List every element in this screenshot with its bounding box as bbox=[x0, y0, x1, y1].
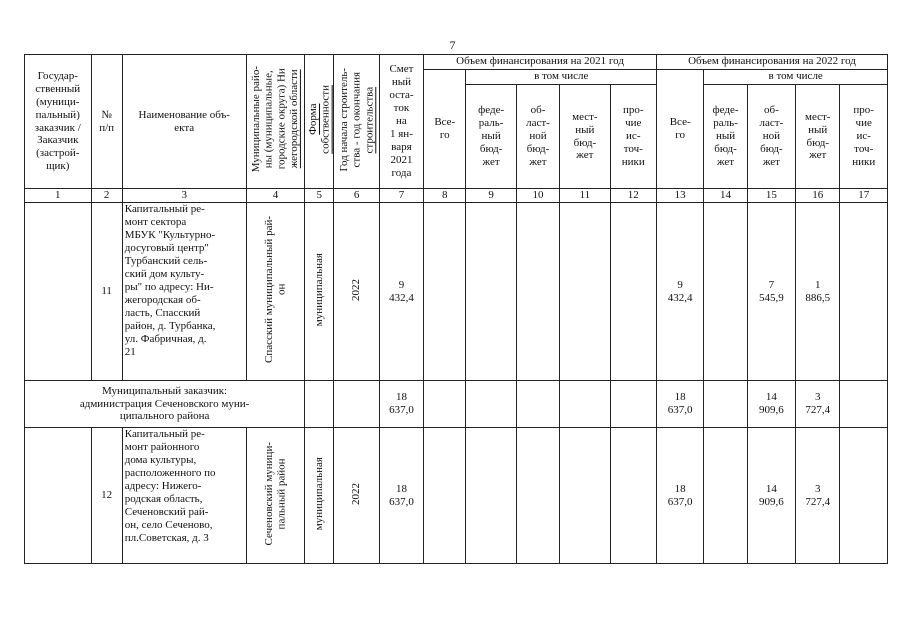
cell-other-2022 bbox=[840, 428, 888, 564]
cell-other-2021 bbox=[610, 203, 656, 381]
header-district: Муниципальные райо- ны (муниципальные, городские округа) Ни жегородской области bbox=[246, 55, 304, 189]
cell-total-2022: 9 432,4 bbox=[656, 203, 703, 381]
col-number: 5 bbox=[305, 189, 334, 203]
header-federal-2021: феде- раль- ный бюд- жет bbox=[466, 85, 516, 189]
cell-total-2022: 18 637,0 bbox=[656, 381, 703, 428]
cell-regional-2021 bbox=[516, 203, 559, 381]
cell-federal-2021 bbox=[466, 428, 516, 564]
col-number: 11 bbox=[560, 189, 610, 203]
col-number: 14 bbox=[704, 189, 747, 203]
cell-ownership: муниципальная bbox=[305, 428, 334, 564]
table-row bbox=[25, 203, 888, 381]
col-number: 9 bbox=[466, 189, 516, 203]
cell-total-2021 bbox=[424, 428, 466, 564]
cell-total-2021 bbox=[424, 381, 466, 428]
cell-federal-2022 bbox=[704, 203, 747, 381]
cell-federal-2022 bbox=[704, 428, 747, 564]
page-number: 7 bbox=[449, 38, 456, 52]
cell-regional-2021 bbox=[516, 381, 559, 428]
col-number: 6 bbox=[334, 189, 379, 203]
cell-estimate: 18 637,0 bbox=[379, 381, 423, 428]
cell-regional-2021 bbox=[516, 428, 559, 564]
cell-year: 2022 bbox=[334, 428, 379, 564]
col-number: 7 bbox=[379, 189, 423, 203]
cell-local-2022: 1 886,5 bbox=[796, 203, 840, 381]
header-regional-2022: об- ласт- ной бюд- жет bbox=[747, 85, 795, 189]
header-incl-2022: в том числе bbox=[704, 70, 888, 85]
col-number: 8 bbox=[424, 189, 466, 203]
cell-year: 2022 bbox=[334, 203, 379, 381]
cell-local-2021 bbox=[560, 203, 610, 381]
cell-local-2021 bbox=[560, 381, 610, 428]
cell-other-2022 bbox=[840, 381, 888, 428]
col-number: 12 bbox=[610, 189, 656, 203]
header-financing-2021: Объем финансирования на 2021 год bbox=[424, 55, 657, 70]
cell-object-name: Капитальный ре- монт сектора МБУК "Культурно- досуговый центр" Турбанский сель- ский дом культу- ры" по адресу: Ни- жегородская об- ласть, Спасский район, д. Турбанка, ул. Фабричная, д. 21 bbox=[122, 203, 246, 381]
header-other-2021: про- чие ис- точ- ники bbox=[610, 85, 656, 189]
cell-customer bbox=[25, 428, 92, 564]
cell-ownership bbox=[305, 381, 334, 428]
col-number: 17 bbox=[840, 189, 888, 203]
col-number: 16 bbox=[796, 189, 840, 203]
col-number: 10 bbox=[516, 189, 559, 203]
cell-estimate: 9 432,4 bbox=[379, 203, 423, 381]
cell-other-2021 bbox=[610, 381, 656, 428]
header-regional-2021: об- ласт- ной бюд- жет bbox=[516, 85, 559, 189]
cell-other-2021 bbox=[610, 428, 656, 564]
table-row-subtotal bbox=[25, 381, 888, 428]
cell-district: Спасский муниципальный рай- он bbox=[246, 203, 304, 381]
header-federal-2022: федe- раль- ный бюд- жет bbox=[704, 85, 747, 189]
header-financing-2022: Объем финансирования на 2022 год bbox=[656, 55, 887, 70]
header-ownership: Форма собственности bbox=[305, 55, 334, 189]
header-total-2021: Все- го bbox=[424, 70, 466, 189]
cell-local-2021 bbox=[560, 428, 610, 564]
cell-local-2022: 3 727,4 bbox=[796, 381, 840, 428]
header-construction-years: Год начала строитель- ства - год окончания строительства bbox=[334, 55, 379, 189]
cell-local-2022: 3 727,4 bbox=[796, 428, 840, 564]
cell-total-2021 bbox=[424, 203, 466, 381]
financing-table bbox=[24, 54, 888, 564]
cell-ownership: муниципальная bbox=[305, 203, 334, 381]
col-number: 15 bbox=[747, 189, 795, 203]
col-number: 2 bbox=[91, 189, 122, 203]
header-object-name: Наименование объ- екта bbox=[122, 55, 246, 189]
cell-regional-2022: 7 545,9 bbox=[747, 203, 795, 381]
header-total-2022: Все- го bbox=[656, 70, 703, 189]
cell-other-2022 bbox=[840, 203, 888, 381]
table-row bbox=[25, 428, 888, 564]
cell-district: Сеченовский муници- пальный район bbox=[246, 428, 304, 564]
header-other-2022: про- чие ис- точ- ники bbox=[840, 85, 888, 189]
header-local-2021: мест- ный бюд- жет bbox=[560, 85, 610, 189]
cell-year bbox=[334, 381, 379, 428]
col-number: 3 bbox=[122, 189, 246, 203]
header-incl-2021: в том числе bbox=[466, 70, 657, 85]
cell-federal-2022 bbox=[704, 381, 747, 428]
header-estimate-balance: Смет ный оста- ток на 1 ян- варя 2021 года bbox=[379, 55, 423, 189]
cell-number: 11 bbox=[91, 203, 122, 381]
cell-regional-2022: 14 909,6 bbox=[747, 381, 795, 428]
cell-object-name: Капитальный ре- монт районного дома культуры, расположенного по адресу: Нижего- родская область, Сеченовский рай- он, село Сеченово, пл.Советская, д. 3 bbox=[122, 428, 246, 564]
col-number: 1 bbox=[25, 189, 92, 203]
cell-regional-2022: 14 909,6 bbox=[747, 428, 795, 564]
cell-number: 12 bbox=[91, 428, 122, 564]
header-number: № п/п bbox=[91, 55, 122, 189]
cell-estimate: 18 637,0 bbox=[379, 428, 423, 564]
col-number: 4 bbox=[246, 189, 304, 203]
cell-municipal-customer: Муниципальный заказчик: администрация Сеченовского муни- ципального района bbox=[25, 381, 305, 428]
header-customer: Государ- ственный (муници- пальный) заказчик / Заказчик (застрой- щик) bbox=[25, 55, 92, 189]
cell-federal-2021 bbox=[466, 381, 516, 428]
cell-federal-2021 bbox=[466, 203, 516, 381]
col-number: 13 bbox=[656, 189, 703, 203]
header-local-2022: мест- ный бюд- жет bbox=[796, 85, 840, 189]
cell-total-2022: 18 637,0 bbox=[656, 428, 703, 564]
cell-customer bbox=[25, 203, 92, 381]
